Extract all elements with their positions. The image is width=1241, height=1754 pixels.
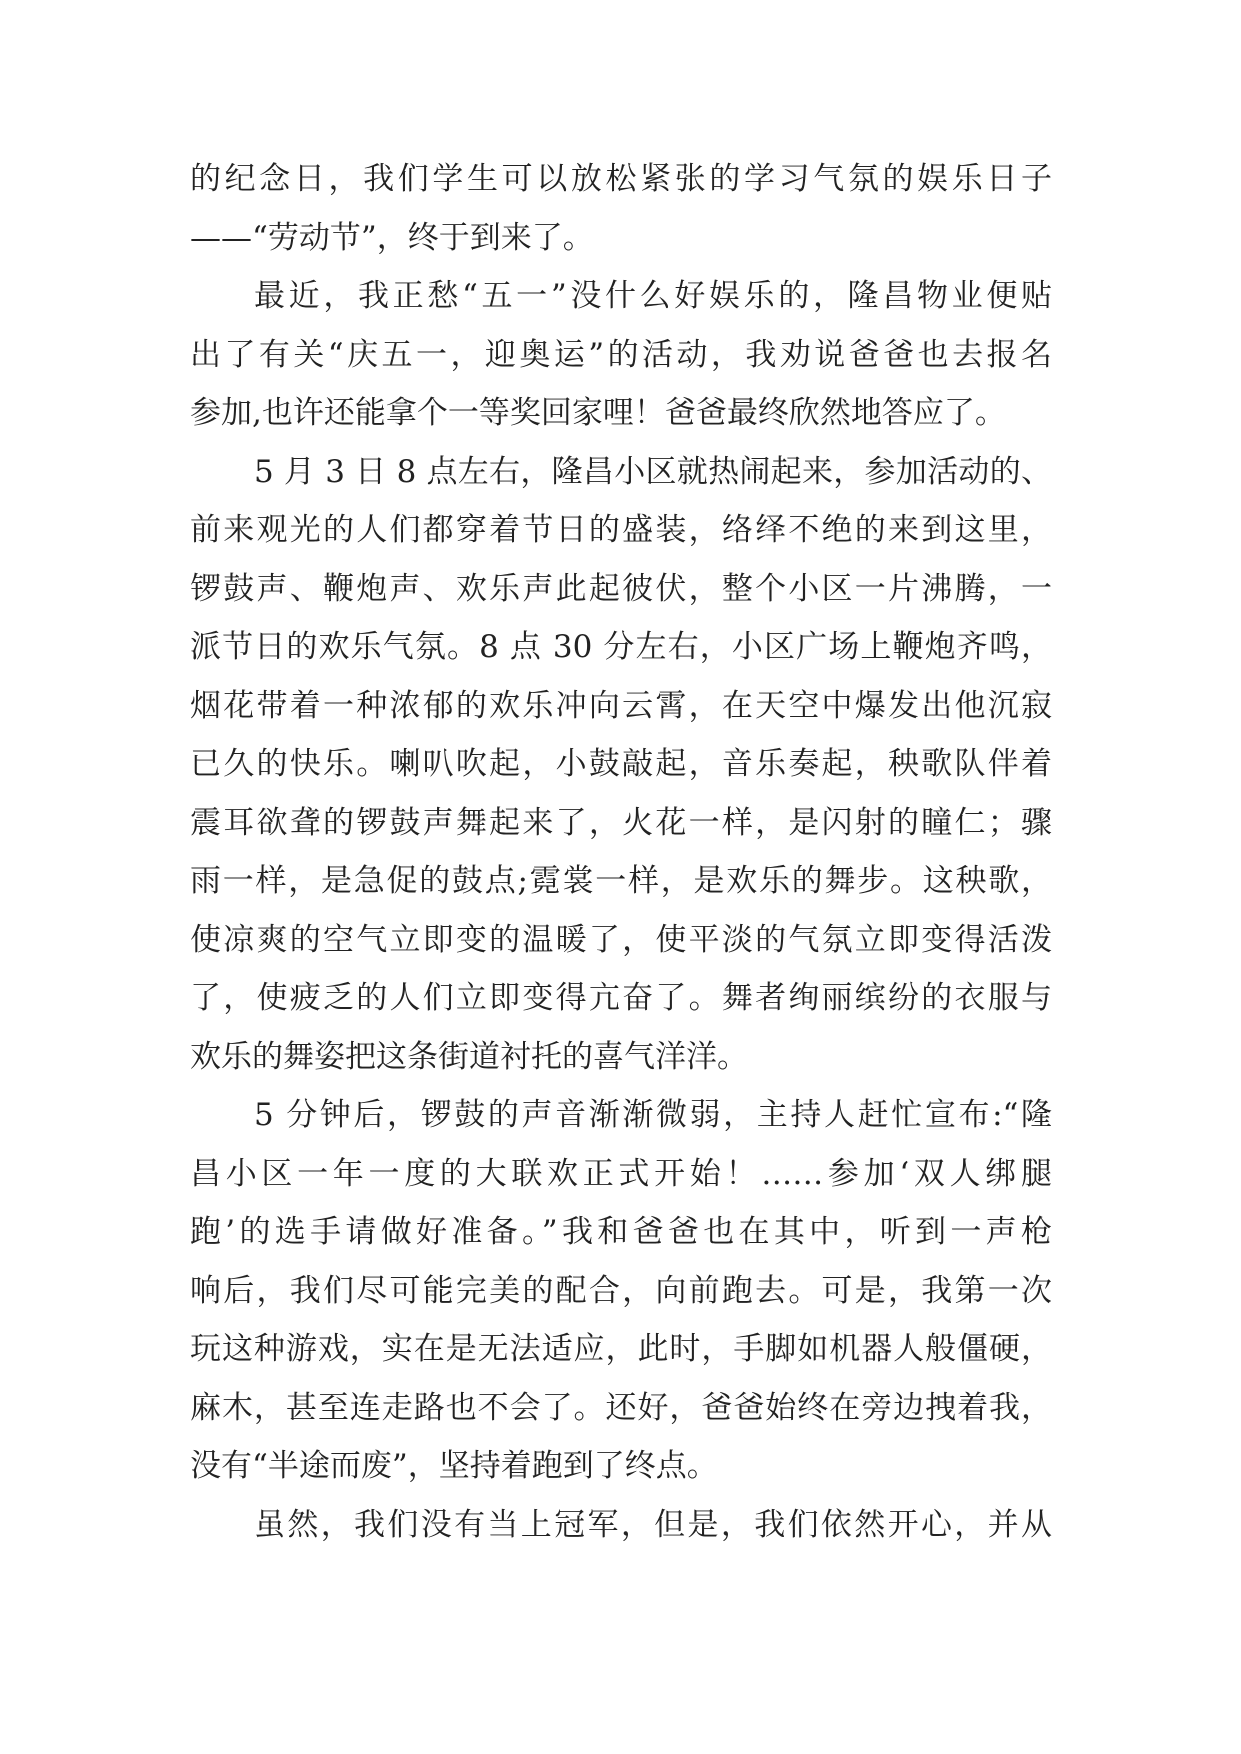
text-line: 响后，我们尽可能完美的配合，向前跑去。可是，我第一次 [190, 1272, 1052, 1309]
text-line: 5 月 3 日 8 点左右，隆昌小区就热闹起来，参加活动的、 [254, 453, 1052, 490]
text-line: 雨一样，是急促的鼓点;霓裳一样，是欢乐的舞步。这秧歌， [190, 863, 1052, 899]
document-body [190, 150, 1052, 1554]
text-line: 跑’的选手请做好准备。”我和爸爸也在其中，听到一声枪 [190, 1214, 1052, 1250]
text-line: 使凉爽的空气立即变的温暖了，使平淡的气氛立即变得活泼 [190, 921, 1052, 958]
text-line: 5 分钟后，锣鼓的声音渐渐微弱，主持人赶忙宣布:“隆 [254, 1097, 1052, 1133]
text-line: 最近，我正愁“五一”没什么好娱乐的，隆昌物业便贴 [254, 278, 1052, 314]
text-line: 锣鼓声、鞭炮声、欢乐声此起彼伏，整个小区一片沸腾，一 [190, 570, 1052, 607]
text-line: 没有“半途而废”，坚持着跑到了终点。 [190, 1448, 718, 1484]
text-line: ——“劳动节”，终于到来了。 [190, 219, 594, 256]
text-line: 出了有关“庆五一，迎奥运”的活动，我劝说爸爸也去报名 [190, 336, 1052, 373]
text-line: 了，使疲乏的人们立即变得亢奋了。舞者绚丽缤纷的衣服与 [190, 980, 1052, 1016]
text-line: 参加,也许还能拿个一等奖回家哩！爸爸最终欣然地答应了。 [190, 395, 1006, 431]
text-line: 震耳欲聋的锣鼓声舞起来了，火花一样，是闪射的瞳仁；骤 [190, 804, 1052, 841]
text-line: 前来观光的人们都穿着节日的盛装，络绎不绝的来到这里， [190, 512, 1052, 548]
text-line: 烟花带着一种浓郁的欢乐冲向云霄，在天空中爆发出他沉寂 [190, 687, 1052, 724]
text-line: 的纪念日，我们学生可以放松紧张的学习气氛的娱乐日子 [190, 161, 1052, 197]
text-line: 欢乐的舞姿把这条街道衬托的喜气洋洋。 [190, 1038, 748, 1075]
text-line: 已久的快乐。喇叭吹起，小鼓敲起，音乐奏起，秧歌队伴着 [190, 746, 1052, 782]
text-line: 虽然，我们没有当上冠军，但是，我们依然开心，并从 [254, 1506, 1052, 1543]
text-line: 昌小区一年一度的大联欢正式开始！……参加‘双人绑腿 [190, 1155, 1052, 1192]
text-line: 麻木，甚至连走路也不会了。还好，爸爸始终在旁边拽着我， [190, 1389, 1052, 1426]
text-line: 派节日的欢乐气氛。8 点 30 分左右，小区广场上鞭炮齐鸣， [190, 629, 1052, 665]
text-line: 玩这种游戏，实在是无法适应，此时，手脚如机器人般僵硬， [190, 1331, 1052, 1367]
